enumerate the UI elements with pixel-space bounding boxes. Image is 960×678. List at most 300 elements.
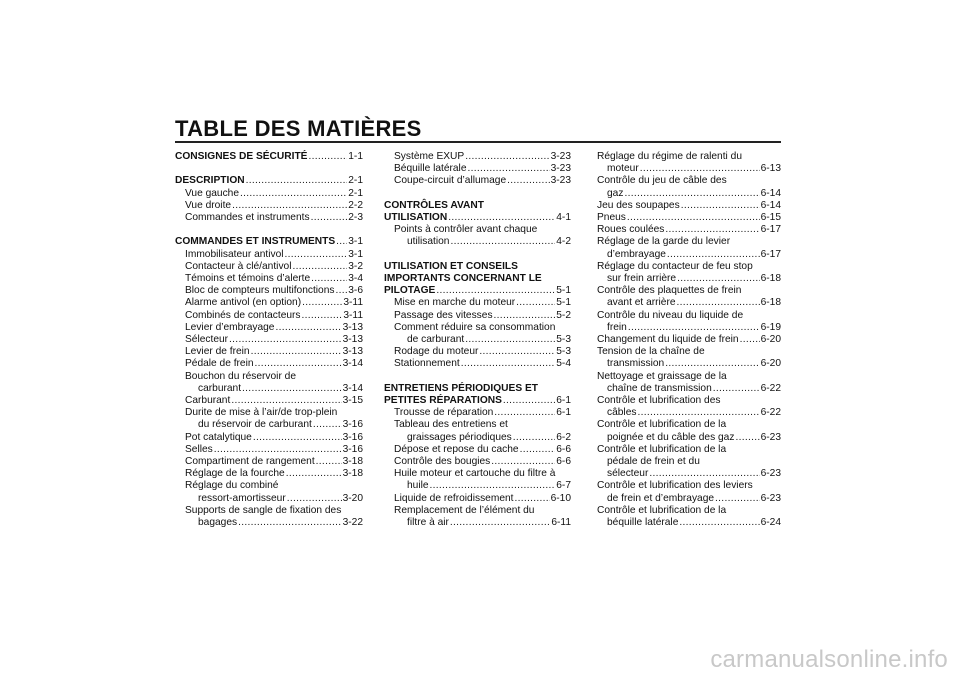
toc-page-number: 2-2 [348, 199, 363, 211]
toc-dot-leader [515, 493, 550, 505]
toc-entry [384, 346, 571, 358]
toc-entry [597, 346, 781, 358]
toc-entry-title: Contrôle et lubrification des leviers [597, 480, 753, 492]
toc-entry [384, 505, 571, 517]
toc-page-number: 3-1 [348, 236, 363, 248]
toc-entry-title: Liquide de refroidissement [394, 492, 514, 504]
toc-page-number: 3-16 [342, 419, 363, 431]
toc-page-number: 1-1 [348, 151, 363, 162]
toc-entry [384, 407, 571, 419]
toc-entry [175, 456, 363, 468]
toc-entry [384, 358, 571, 370]
toc-dot-leader [302, 297, 342, 309]
toc-dot-leader [450, 517, 550, 529]
toc-dot-leader [302, 310, 343, 322]
toc-section-heading [384, 383, 571, 395]
toc-page-number: 5-4 [556, 358, 571, 370]
toc-dot-leader [516, 297, 555, 309]
toc-entry [597, 310, 781, 322]
toc-dot-leader [253, 432, 342, 444]
toc-entry [384, 163, 571, 175]
toc-page-number: 3-13 [342, 321, 363, 333]
toc-entry [597, 322, 781, 334]
toc-entry [597, 505, 781, 517]
toc-entry [597, 444, 781, 456]
toc-entry [597, 297, 781, 309]
toc-entry [175, 200, 363, 212]
toc-page-number: 2-1 [348, 187, 363, 199]
toc-entry [597, 468, 781, 480]
toc-page-number: 3-14 [342, 358, 363, 370]
toc-entry-title: du réservoir de carburant [198, 419, 312, 431]
toc-column-2 [384, 151, 571, 529]
toc-dot-leader [520, 444, 556, 456]
toc-entry-title: Vue gauche [185, 187, 240, 199]
toc-entry-title: bagages [198, 517, 238, 529]
toc-section-heading [384, 200, 571, 212]
toc-dot-leader [450, 236, 555, 248]
toc-dot-leader [461, 358, 556, 370]
toc-dot-leader [275, 322, 341, 334]
toc-page-number: 6-23 [760, 468, 781, 480]
toc-entry [597, 273, 781, 285]
toc-entry [175, 310, 363, 322]
toc-entry [175, 419, 363, 431]
toc-page-number: 3-20 [342, 492, 363, 504]
toc-dot-leader [436, 285, 555, 297]
toc-entry-title: Alarme antivol (en option) [185, 297, 302, 309]
toc-dot-leader [311, 212, 348, 224]
toc-dot-leader [503, 395, 555, 407]
toc-entry-title: Carburant [185, 395, 231, 407]
toc-dot-leader [285, 249, 348, 261]
toc-entry [175, 188, 363, 200]
toc-page-number: 6-1 [556, 395, 571, 407]
toc-entry [597, 212, 781, 224]
toc-page-number: 6-1 [556, 407, 571, 419]
toc-entry-title: UTILISATION [384, 212, 448, 223]
toc-entry [175, 346, 363, 358]
toc-spacer [384, 249, 571, 261]
toc-section-heading [175, 175, 363, 187]
toc-entry [175, 432, 363, 444]
toc-entry [597, 200, 781, 212]
toc-page-number: 4-2 [556, 236, 571, 248]
toc-entry-title: Levier d’embrayage [185, 321, 275, 333]
toc-entry-title: ressort-amortisseur [198, 492, 286, 504]
toc-entry-title: Réglage du régime de ralenti du [597, 151, 742, 162]
toc-entry-title: Coupe-circuit d’allumage [394, 175, 507, 187]
toc-page-number: 5-3 [556, 334, 571, 346]
toc-dot-leader [430, 480, 556, 492]
toc-entry [597, 419, 781, 431]
toc-page-number: 6-15 [760, 212, 781, 224]
toc-entry-title: Réglage du contacteur de feu stop [597, 260, 753, 272]
toc-entry-title: Pot catalytique [185, 431, 252, 443]
toc-entry-title: Huile moteur et cartouche du filtre à [394, 468, 556, 480]
toc-page-number: 3-11 [343, 309, 363, 321]
toc-entry-title: Pneus [597, 212, 626, 224]
toc-dot-leader [313, 419, 342, 431]
toc-dot-leader [681, 200, 760, 212]
toc-entry-title: poignée et du câble des gaz [607, 431, 735, 443]
toc-entry-title: Changement du liquide de frein [597, 334, 739, 346]
toc-dot-leader [246, 175, 348, 187]
toc-entry-title: Pédale de frein [185, 358, 254, 370]
toc-dot-leader [238, 517, 342, 529]
toc-entry [597, 517, 781, 529]
toc-dot-leader [715, 493, 760, 505]
toc-page-number: 6-14 [760, 199, 781, 211]
toc-dot-leader [232, 200, 347, 212]
toc-entry-title: huile [407, 480, 429, 492]
toc-dot-leader [507, 175, 549, 187]
toc-page-number: 6-24 [760, 517, 781, 529]
toc-entry-title: Tension de la chaîne de [597, 346, 705, 358]
toc-section-heading [384, 212, 571, 224]
toc-entry [597, 395, 781, 407]
toc-dot-leader [251, 346, 342, 358]
toc-dot-leader [677, 273, 760, 285]
toc-entry-title: chaîne de transmission [607, 382, 712, 394]
toc-entry-title: de frein et d’embrayage [607, 492, 715, 504]
toc-page-number: 6-18 [760, 273, 781, 285]
toc-entry [384, 456, 571, 468]
toc-page-number: 3-15 [342, 395, 363, 407]
toc-page-number: 3-16 [342, 443, 363, 455]
toc-page-number: 6-10 [550, 492, 571, 504]
toc-page-number: 6-20 [760, 334, 781, 346]
toc-entry-title: Combinés de contacteurs [185, 309, 301, 321]
toc-section-heading [175, 236, 363, 248]
toc-dot-leader [677, 297, 760, 309]
toc-page-number: 6-11 [551, 517, 571, 529]
toc-dot-leader [231, 395, 341, 407]
toc-entry [597, 456, 781, 468]
toc-entry [384, 468, 571, 480]
toc-section-heading [384, 261, 571, 273]
watermark: carmanualsonline.info [710, 646, 948, 673]
toc-entry [597, 151, 781, 163]
toc-entry [384, 310, 571, 322]
toc-entry [175, 493, 363, 505]
toc-entry-title: Réglage du combiné [185, 480, 279, 492]
toc-entry-title: d’embrayage [607, 248, 666, 260]
toc-entry-title: moteur [607, 163, 639, 175]
toc-entry-title: câbles [607, 407, 637, 419]
toc-entry-title: Contrôle des plaquettes de frein [597, 285, 742, 297]
toc-entry-title: Réglage de la garde du levier [597, 236, 731, 248]
toc-entry [384, 432, 571, 444]
toc-entry [597, 285, 781, 297]
toc-entry [384, 322, 571, 334]
toc-entry-title: Tableau des entretiens et [394, 419, 508, 431]
toc-entry [175, 358, 363, 370]
toc-entry [175, 505, 363, 517]
toc-entry-title: Rodage du moteur [394, 346, 479, 358]
toc-page-number: 2-3 [348, 212, 363, 223]
toc-dot-leader [465, 334, 555, 346]
toc-dot-leader [713, 383, 760, 395]
toc-dot-leader [311, 273, 347, 285]
toc-dot-leader [286, 468, 342, 480]
toc-entry [175, 395, 363, 407]
toc-entry-title: Contrôle et lubrification de la [597, 419, 727, 431]
toc-entry-title: sélecteur [607, 468, 649, 480]
toc-page-number: 5-3 [556, 346, 571, 358]
toc-dot-leader [336, 236, 347, 248]
toc-entry-title: Bloc de compteurs multifonctions [185, 285, 335, 297]
toc-page-number: 6-17 [760, 248, 781, 260]
toc-entry-title: Immobilisateur antivol [185, 248, 284, 260]
toc-dot-leader [494, 310, 556, 322]
toc-dot-leader [665, 224, 759, 236]
toc-section-heading [384, 395, 571, 407]
title-rule [175, 141, 781, 143]
toc-entry [384, 297, 571, 309]
toc-entry [175, 212, 363, 224]
toc-entry-title: DESCRIPTION [175, 175, 245, 187]
toc-page-number: 3-6 [348, 285, 363, 297]
toc-entry-title: Vue droite [185, 199, 232, 211]
toc-dot-leader [468, 163, 550, 175]
toc-entry-title: Stationnement [394, 358, 460, 370]
toc-page-number: 3-11 [343, 297, 363, 309]
toc-entry-title: Remplacement de l’élément du [394, 504, 535, 516]
toc-page-number: 3-16 [342, 431, 363, 443]
toc-page-number: 6-6 [556, 443, 571, 455]
toc-entry [597, 407, 781, 419]
toc-entry [597, 163, 781, 175]
toc-section-heading [384, 285, 571, 297]
toc-entry-title: Témoins et témoins d’alerte [185, 273, 311, 284]
toc-page-number: 6-13 [760, 163, 781, 175]
toc-entry-title: Levier de frein [185, 346, 250, 358]
toc-entry-title: Dépose et repose du cache [394, 443, 519, 455]
toc-entry-title: Béquille latérale [394, 163, 467, 175]
toc-entry-title: Contrôle et lubrification de la [597, 504, 727, 516]
toc-dot-leader [479, 346, 555, 358]
toc-page-number: 3-23 [550, 163, 571, 175]
toc-entry [384, 334, 571, 346]
toc-page-number: 6-14 [760, 187, 781, 199]
toc-entry [175, 517, 363, 529]
toc-dot-leader [491, 456, 555, 468]
toc-entry-title: IMPORTANTS CONCERNANT LE [384, 273, 542, 284]
toc-entry [175, 334, 363, 346]
toc-dot-leader [308, 151, 347, 163]
toc-entry [597, 175, 781, 187]
toc-entry-title: Trousse de réparation [394, 407, 494, 419]
toc-page-number: 3-22 [342, 517, 363, 529]
toc-entry [175, 297, 363, 309]
toc-entry [384, 480, 571, 492]
toc-spacer [384, 371, 571, 383]
toc-page-number: 3-13 [342, 334, 363, 346]
toc-page-number: 6-19 [760, 321, 781, 333]
toc-entry [175, 444, 363, 456]
toc-entry-title: utilisation [407, 236, 450, 248]
toc-dot-leader [336, 285, 348, 297]
toc-entry-title: Selles [185, 443, 213, 455]
toc-dot-leader [665, 358, 759, 370]
toc-dot-leader [637, 407, 759, 419]
toc-entry-title: Commandes et instruments [185, 212, 310, 223]
toc-dot-leader [242, 383, 342, 395]
toc-entry [384, 175, 571, 187]
toc-page-number: 6-6 [556, 456, 571, 468]
toc-entry-title: filtre à air [407, 517, 449, 529]
toc-dot-leader [465, 151, 549, 163]
toc-dot-leader [627, 212, 760, 224]
toc-entry [384, 419, 571, 431]
toc-dot-leader [640, 163, 760, 175]
toc-entry [175, 371, 363, 383]
toc-entry-title: gaz [607, 187, 624, 199]
toc-entry-title: CONTRÔLES AVANT [384, 199, 484, 211]
toc-entry [175, 407, 363, 419]
toc-entry-title: COMMANDES ET INSTRUMENTS [175, 236, 336, 248]
toc-spacer [175, 163, 363, 175]
toc-entry-title: Supports de sangle de fixation des [185, 504, 342, 516]
page-title: TABLE DES MATIÈRES [175, 116, 422, 141]
toc-dot-leader [214, 444, 342, 456]
toc-spacer [384, 188, 571, 200]
toc-entry-title: Nettoyage et graissage de la [597, 370, 727, 382]
toc-entry [175, 322, 363, 334]
toc-entry-title: Points à contrôler avant chaque [394, 224, 538, 236]
toc-dot-leader [287, 493, 342, 505]
toc-dot-leader [448, 212, 555, 224]
toc-entry [175, 468, 363, 480]
toc-column-3 [597, 151, 781, 529]
toc-entry-title: Contrôle du niveau du liquide de [597, 309, 744, 321]
toc-dot-leader [735, 432, 759, 444]
toc-entry-title: Sélecteur [185, 334, 229, 346]
toc-dot-leader [667, 249, 760, 261]
toc-page-number: 5-2 [556, 309, 571, 321]
toc-dot-leader [229, 334, 342, 346]
toc-dot-leader [740, 334, 760, 346]
toc-page-number: 6-7 [556, 480, 571, 492]
toc-column-1 [175, 151, 363, 529]
toc-entry-title: Roues coulées [597, 224, 665, 236]
toc-entry-title: CONSIGNES DE SÉCURITÉ [175, 151, 308, 162]
toc-entry-title: graissages périodiques [407, 431, 512, 443]
toc-page-number: 3-23 [550, 151, 571, 162]
toc-entry [384, 444, 571, 456]
toc-entry-title: béquille latérale [607, 517, 679, 529]
toc-page-number: 6-2 [556, 431, 571, 443]
toc-dot-leader [649, 468, 759, 480]
toc-entry-title: avant et arrière [607, 297, 676, 309]
toc-entry [597, 224, 781, 236]
toc-dot-leader [513, 432, 555, 444]
toc-entry [384, 224, 571, 236]
toc-dot-leader [679, 517, 759, 529]
toc-entry-title: transmission [607, 358, 665, 370]
toc-dot-leader [494, 407, 555, 419]
toc-page-number: 3-23 [550, 175, 571, 187]
toc-entry [175, 285, 363, 297]
toc-section-heading [384, 273, 571, 285]
toc-dot-leader [292, 261, 347, 273]
toc-entry-title: Contacteur à clé/antivol [185, 260, 292, 272]
toc-entry [597, 358, 781, 370]
toc-entry [175, 383, 363, 395]
toc-entry [597, 188, 781, 200]
toc-page-number: 6-22 [760, 382, 781, 394]
toc-entry-title: Durite de mise à l’air/de trop-plein [185, 407, 338, 419]
toc-page-number: 3-18 [342, 456, 363, 468]
toc-entry-title: Système EXUP [394, 151, 465, 162]
toc-page-number: 6-22 [760, 407, 781, 419]
toc-dot-leader [240, 188, 347, 200]
toc-entry [597, 383, 781, 395]
toc-entry-title: Passage des vitesses [394, 309, 493, 321]
toc-page-number: 6-17 [760, 224, 781, 236]
toc-entry-title: carburant [198, 382, 242, 394]
toc-entry-title: Contrôle et lubrification des [597, 395, 721, 407]
toc-entry [384, 236, 571, 248]
toc-page-number: 3-4 [348, 273, 363, 284]
toc-section-heading [175, 151, 363, 163]
toc-dot-leader [624, 188, 759, 200]
toc-entry [175, 273, 363, 285]
toc-entry [384, 151, 571, 163]
toc-page-number: 2-1 [348, 175, 363, 187]
toc-entry-title: Comment réduire sa consommation [394, 321, 556, 333]
toc-entry [597, 249, 781, 261]
toc-entry [384, 493, 571, 505]
toc-dot-leader [255, 358, 342, 370]
toc-page-number: 5-1 [556, 297, 571, 309]
toc-page-number: 3-13 [342, 346, 363, 358]
toc-entry [597, 432, 781, 444]
toc-entry-title: pédale de frein et du [607, 456, 700, 468]
toc-entry-title: Jeu des soupapes [597, 199, 680, 211]
toc-entry [175, 249, 363, 261]
toc-entry-title: PETITES RÉPARATIONS [384, 395, 502, 407]
toc-entry [597, 334, 781, 346]
toc-entry [597, 480, 781, 492]
toc-entry-title: Contrôle des bougies [394, 456, 491, 468]
toc-page-number: 4-1 [556, 212, 571, 223]
toc-entry [175, 480, 363, 492]
toc-entry [597, 371, 781, 383]
toc-entry-title: frein [607, 321, 627, 333]
toc-entry [384, 517, 571, 529]
toc-entry [597, 493, 781, 505]
toc-entry-title: PILOTAGE [384, 285, 436, 297]
toc-page-number: 3-1 [348, 248, 363, 260]
toc-dot-leader [628, 322, 760, 334]
toc-entry-title: Contrôle du jeu de câble des [597, 175, 727, 187]
toc-spacer [175, 224, 363, 236]
toc-page-number: 3-18 [342, 468, 363, 480]
toc-entry [597, 236, 781, 248]
toc-entry-title: UTILISATION ET CONSEILS [384, 260, 518, 272]
toc-page-number: 6-18 [760, 297, 781, 309]
toc-entry-title: de carburant [407, 334, 465, 346]
toc-dot-leader [316, 456, 342, 468]
toc-entry [597, 261, 781, 273]
toc-entry-title: Bouchon du réservoir de [185, 370, 296, 382]
toc-entry [175, 261, 363, 273]
toc-page-number: 5-1 [556, 285, 571, 297]
toc-page-number: 6-20 [760, 358, 781, 370]
toc-entry-title: Réglage de la fourche [185, 468, 285, 480]
